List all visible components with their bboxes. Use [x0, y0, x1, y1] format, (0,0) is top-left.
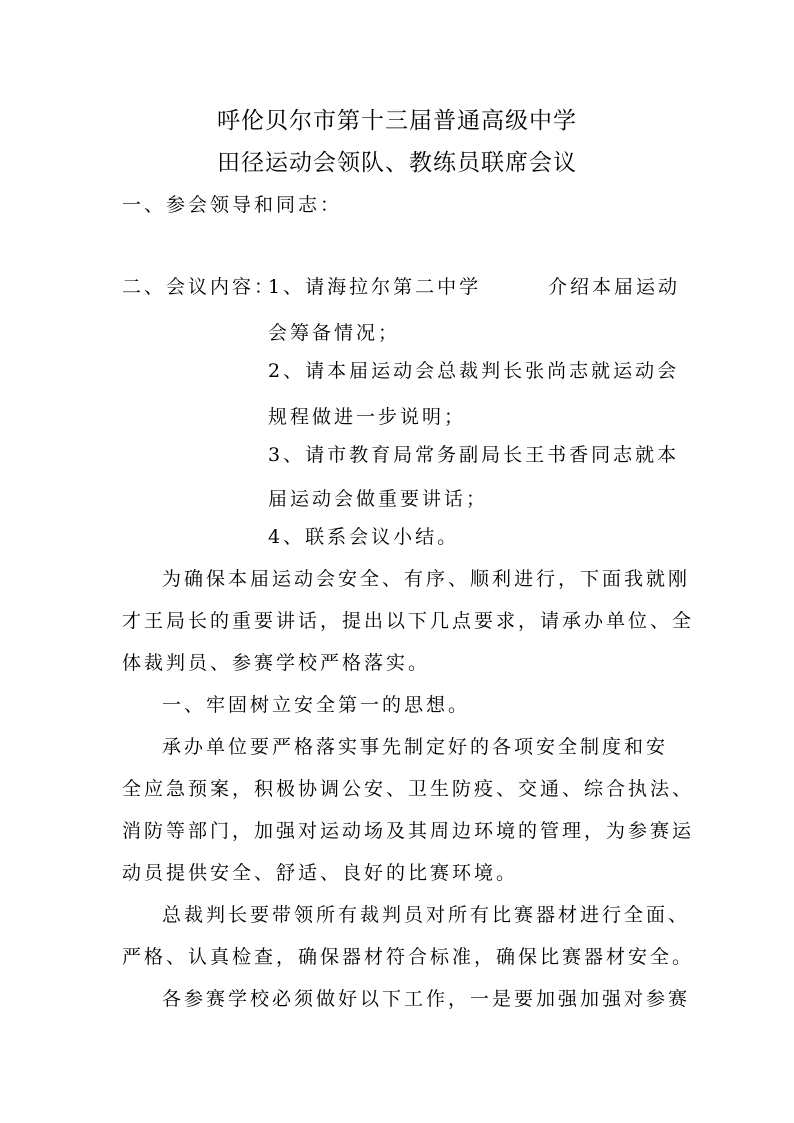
- agenda-item-2: 2、请本届运动会总裁判长张尚志就运动会: [268, 360, 680, 382]
- agenda-item-1-part-b: 介绍本届运动: [548, 276, 681, 298]
- paragraph-1-line-1: 为确保本届运动会安全、有序、顺利进行，下面我就刚: [162, 568, 691, 590]
- paragraph-3-line-1: 总裁判长要带领所有裁判员对所有比赛器材进行全面、: [162, 904, 691, 926]
- section-agenda-label: 二、会议内容：: [122, 276, 277, 298]
- paragraph-2-line-3: 消防等部门，加强对运动场及其周边环境的管理，为参赛运: [122, 820, 695, 842]
- heading-safety-first: 一、牢固树立安全第一的思想。: [162, 694, 471, 716]
- paragraph-2-line-1: 承办单位要严格落实事先制定好的各项安全制度和安: [162, 736, 669, 758]
- paragraph-2-line-4: 动员提供安全、舒适、良好的比赛环境。: [122, 862, 519, 884]
- agenda-item-1-continued: 会筹备情况；: [268, 322, 401, 344]
- paragraph-4-line-1: 各参赛学校必须做好以下工作，一是要加强加强对参赛: [162, 988, 691, 1010]
- paragraph-2-line-2: 全应急预案，积极协调公安、卫生防疫、交通、综合执法、: [122, 778, 695, 800]
- agenda-item-3: 3、请市教育局常务副局长王书香同志就本: [268, 444, 680, 466]
- section-attendees: 一、参会领导和同志：: [122, 194, 343, 216]
- agenda-item-1-part-a: 1、请海拉尔第二中学: [268, 276, 482, 298]
- agenda-item-2-continued: 规程做进一步说明；: [268, 406, 467, 428]
- agenda-item-3-continued: 届运动会做重要讲话；: [268, 488, 489, 510]
- paragraph-1-line-2: 才王局长的重要讲话，提出以下几点要求，请承办单位、全: [122, 610, 695, 632]
- paragraph-1-line-3: 体裁判员、参赛学校严格落实。: [122, 652, 431, 674]
- agenda-item-4: 4、联系会议小结。: [268, 526, 460, 548]
- document-title-line-1: 呼伦贝尔市第十三届普通高级中学: [217, 108, 577, 134]
- document-title-line-2: 田径运动会领队、教练员联席会议: [217, 150, 577, 176]
- paragraph-3-line-2: 严格、认真检查，确保器材符合标准，确保比赛器材安全。: [122, 946, 695, 968]
